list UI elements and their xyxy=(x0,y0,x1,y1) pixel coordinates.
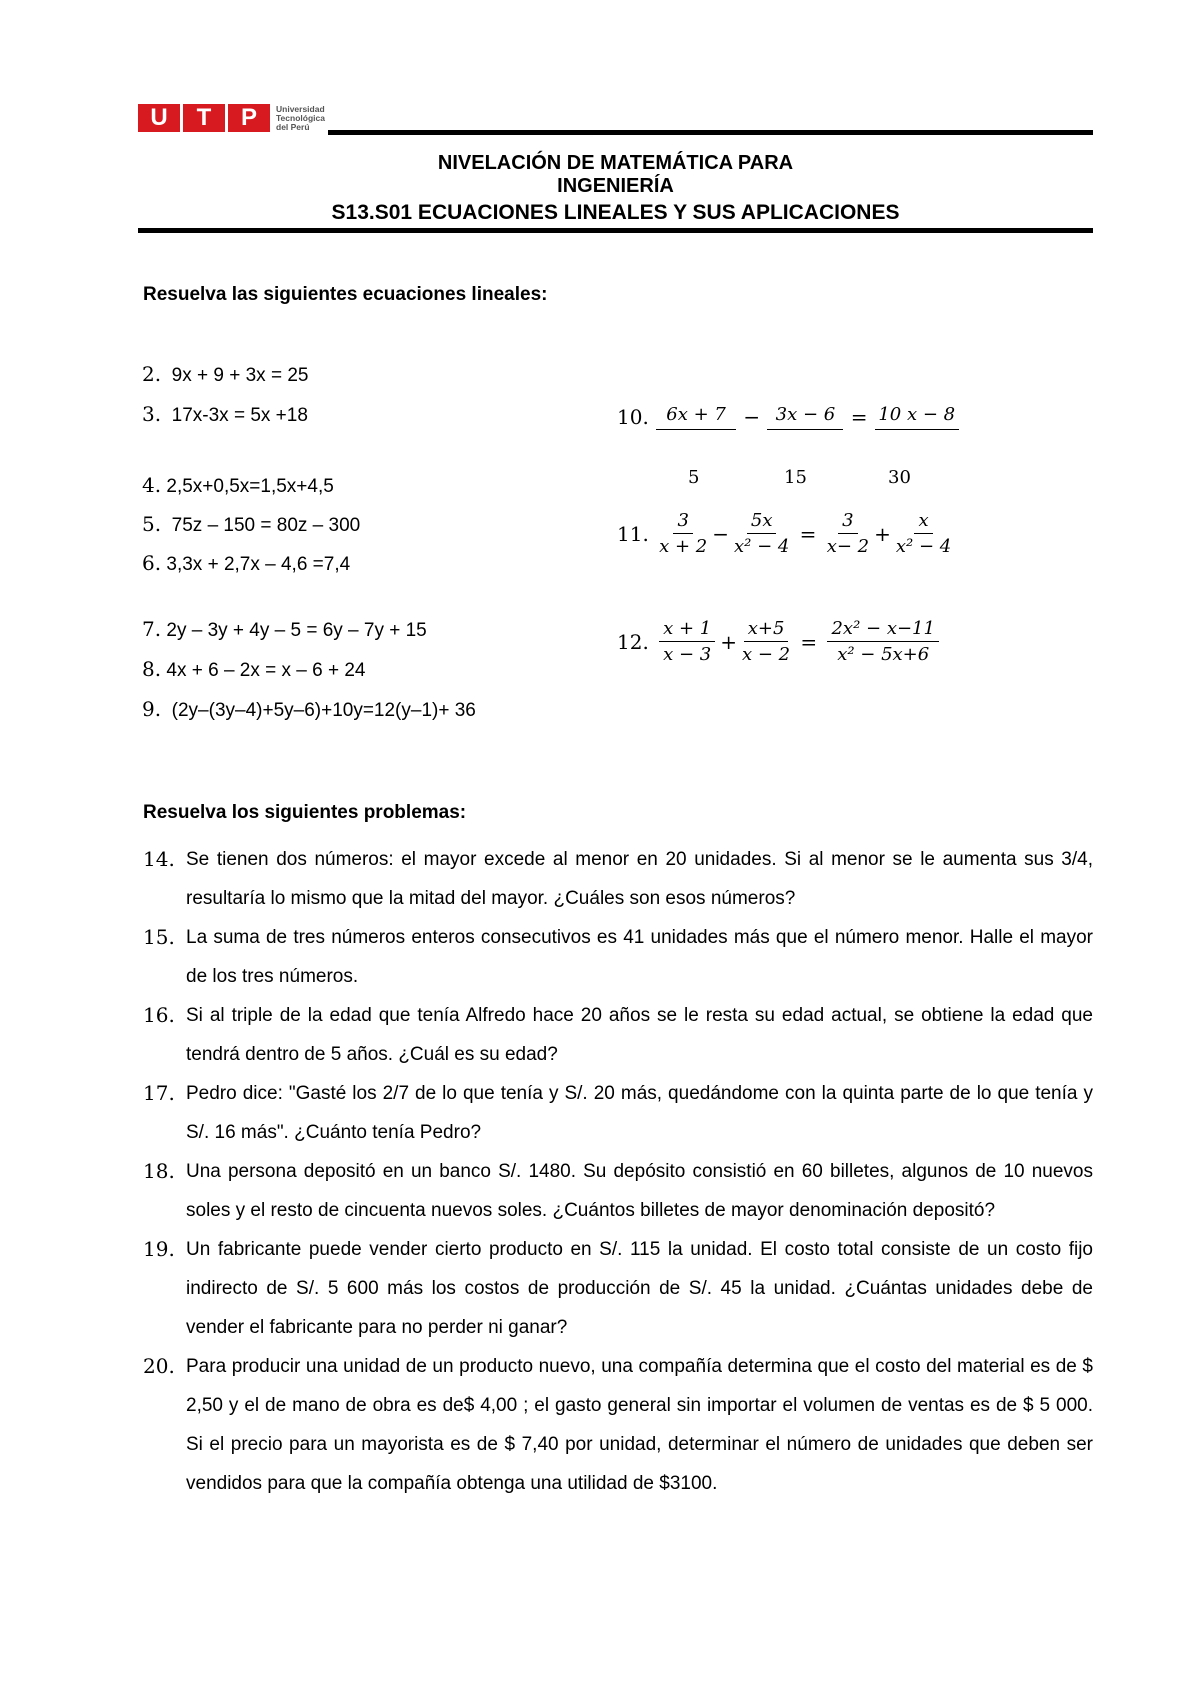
eq10-numerator-2: 3x − 6 xyxy=(767,404,843,430)
equation-10 xyxy=(617,404,959,430)
logo-letter-u: U xyxy=(138,104,180,132)
denominator: x − 2 xyxy=(742,644,791,665)
eq10-numerator-1: 6x + 7 xyxy=(656,404,736,430)
eq12-fraction-2 xyxy=(742,618,790,665)
equation-number: 5. xyxy=(142,512,162,536)
equation-text: 2,5x+0,5x=1,5x+4,5 xyxy=(166,476,334,497)
header-rule-top xyxy=(328,130,1093,135)
equation-3 xyxy=(142,402,308,427)
denominator: x² − 4 xyxy=(734,536,790,557)
equation-number: 10. xyxy=(617,405,649,429)
problem-item xyxy=(143,1347,1093,1503)
problem-item xyxy=(143,996,1093,1074)
equation-4 xyxy=(142,473,334,498)
equation-6 xyxy=(142,551,350,576)
problem-list xyxy=(143,840,1093,1503)
eq10-operator-minus: − xyxy=(743,405,761,429)
eq10-numerator-3: 10 x − 8 xyxy=(875,404,959,430)
equation-number: 7. xyxy=(142,617,162,641)
eq10-denominator-3: 30 xyxy=(888,467,911,488)
problem-item xyxy=(143,840,1093,918)
numerator: x+5 xyxy=(744,618,789,642)
eq11-operator-minus: − xyxy=(712,521,729,546)
problem-number: 20. xyxy=(143,1354,175,1378)
equation-text: 3,3x + 2,7x – 4,6 =7,4 xyxy=(166,554,351,575)
problem-number: 17. xyxy=(143,1081,175,1105)
problem-number: 15. xyxy=(143,925,175,949)
logo-letter-p: P xyxy=(228,104,270,132)
problem-item xyxy=(143,918,1093,996)
problem-text: La suma de tres números enteros consecutivos es 41 unidades más que el número menor. Halle el mayor de los tres números. xyxy=(186,927,1093,987)
equation-9 xyxy=(142,697,476,722)
logo-text-line: Tecnológica xyxy=(276,112,325,123)
logo-text-line: Universidad xyxy=(276,103,325,114)
numerator: 3 xyxy=(838,510,857,534)
page-title-line2: INGENIERÍA xyxy=(557,175,674,197)
page-title-line3: S13.S01 ECUACIONES LINEALES Y SUS APLICACIONES xyxy=(331,201,900,224)
problem-text: Para producir una unidad de un producto nuevo, una compañía determina que el costo del material es de $ 2,50 y el de mano de obra es de$ 4,00 ; el gasto general sin importar el volumen de ventas es de $ 5 000. Si el precio para un mayorista es de $ 7,40 por unidad, determinar el número de unidades que deben ser vendidos para que la compañía obtenga una utilidad de $3100. xyxy=(186,1356,1093,1494)
denominator: x − 3 xyxy=(663,644,712,665)
logo-text-line: del Perú xyxy=(276,121,310,132)
equation-text: 75z – 150 = 80z – 300 xyxy=(171,515,361,536)
eq10-operator-equals: = xyxy=(850,405,868,429)
numerator: 5x xyxy=(747,510,777,534)
numerator: 3 xyxy=(673,510,692,534)
eq11-operator-plus: + xyxy=(874,521,891,546)
problem-text: Una persona depositó en un banco S/. 1480. Su depósito consistió en 60 billetes, algunos de 10 nuevos soles y el resto de cincuenta nuevos soles. ¿Cuántos billetes de mayor denominación depositó? xyxy=(186,1161,1093,1221)
eq12-fraction-1 xyxy=(659,618,715,665)
eq11-fraction-3 xyxy=(827,510,869,557)
problem-item xyxy=(143,1152,1093,1230)
numerator: x xyxy=(914,510,932,534)
eq12-operator-plus: + xyxy=(720,629,737,654)
denominator: x− 2 xyxy=(826,536,870,557)
eq10-denominator-2: 15 xyxy=(784,467,807,488)
equation-11 xyxy=(617,510,954,557)
equation-number: 12. xyxy=(617,629,649,654)
problem-number: 16. xyxy=(143,1003,175,1027)
page-title-line1: NIVELACIÓN DE MATEMÁTICA PARA xyxy=(437,152,794,174)
equation-text: (2y–(3y–4)+5y–6)+10y=12(y–1)+ 36 xyxy=(171,700,476,721)
header-rule-bottom xyxy=(138,228,1093,233)
equation-number: 6. xyxy=(142,551,162,575)
numerator: 2x² − x−11 xyxy=(827,618,938,642)
problem-text: Se tienen dos números: el mayor excede al menor en 20 unidades. Si al menor se le aumenta sus 3/4, resultaría lo mismo que la mitad del mayor. ¿Cuáles son esos números? xyxy=(186,849,1093,909)
equation-number: 8. xyxy=(142,657,162,681)
eq12-operator-equals: = xyxy=(800,629,818,654)
eq12-fraction-3 xyxy=(827,618,938,665)
problem-item xyxy=(143,1230,1093,1347)
problem-number: 18. xyxy=(143,1159,175,1183)
equation-text: 4x + 6 – 2x = x – 6 + 24 xyxy=(166,660,366,681)
denominator: x + 2 xyxy=(659,536,708,557)
equation-7 xyxy=(142,617,427,642)
equation-number: 9. xyxy=(142,697,162,721)
problem-number: 19. xyxy=(143,1237,175,1261)
equation-number: 3. xyxy=(142,402,162,426)
equation-text: 17x-3x = 5x +18 xyxy=(171,405,308,426)
section-heading-problems: Resuelva los siguientes problemas: xyxy=(143,802,467,823)
logo-text xyxy=(276,105,325,132)
denominator: x² − 5x+6 xyxy=(837,644,930,665)
problem-text: Si al triple de la edad que tenía Alfredo hace 20 años se le resta su edad actual, se obtiene la edad que tendrá dentro de 5 años. ¿Cuál es su edad? xyxy=(186,1005,1093,1065)
problem-number: 14. xyxy=(143,847,175,871)
equation-text: 9x + 9 + 3x = 25 xyxy=(171,365,309,386)
equation-number: 4. xyxy=(142,473,162,497)
eq10-denominator-1: 5 xyxy=(688,467,700,488)
eq11-fraction-1 xyxy=(659,510,707,557)
section-heading-equations: Resuelva las siguientes ecuaciones lineales: xyxy=(143,284,548,305)
logo-letters xyxy=(138,104,270,132)
logo-letter-t: T xyxy=(183,104,225,132)
denominator: x² − 4 xyxy=(895,536,952,557)
utp-logo xyxy=(138,104,325,132)
problem-item xyxy=(143,1074,1093,1152)
equation-8 xyxy=(142,657,366,682)
equation-number: 2. xyxy=(142,362,162,386)
equation-2 xyxy=(142,362,308,387)
problem-text: Un fabricante puede vender cierto producto en S/. 115 la unidad. El costo total consiste de un costo fijo indirecto de S/. 5 600 más los costos de producción de S/. 45 la unidad. ¿Cuántas unidades debe de vender el fabricante para no perder ni ganar? xyxy=(186,1239,1093,1338)
eq11-operator-equals: = xyxy=(799,521,817,546)
numerator: x + 1 xyxy=(659,618,715,642)
problem-text: Pedro dice: "Gasté los 2/7 de lo que tenía y S/. 20 más, quedándome con la quinta parte de lo que tenía y S/. 16 más". ¿Cuánto tenía Pedro? xyxy=(186,1083,1093,1143)
eq11-fraction-4 xyxy=(896,510,951,557)
equation-text: 2y – 3y + 4y – 5 = 6y – 7y + 15 xyxy=(166,620,427,641)
equation-12 xyxy=(617,618,942,665)
eq11-fraction-2 xyxy=(734,510,789,557)
equation-5 xyxy=(142,512,360,537)
equation-number: 11. xyxy=(617,521,649,546)
